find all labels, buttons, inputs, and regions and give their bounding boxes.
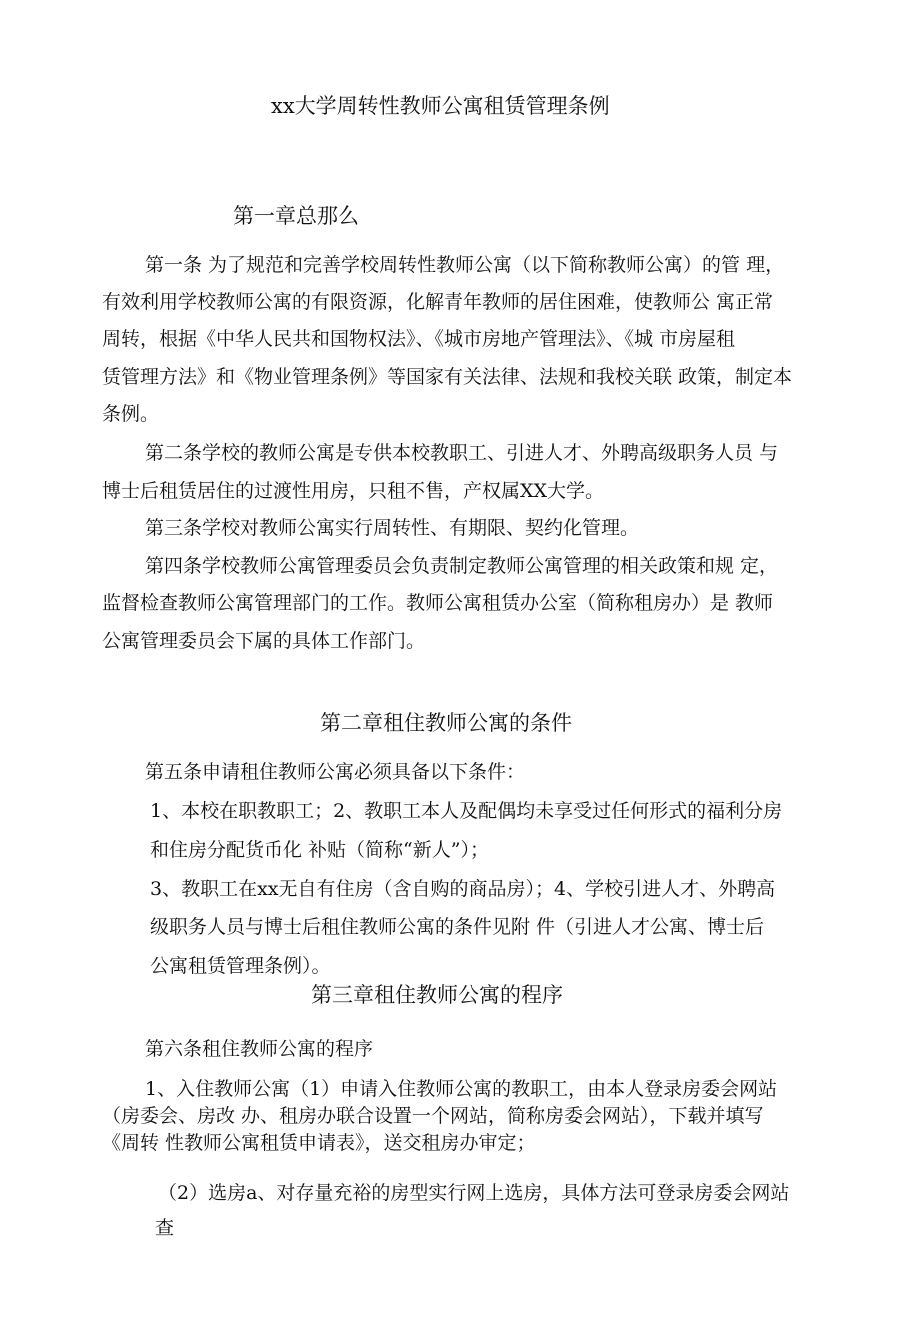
article-5-line-4: 级职务人员与博士后租住教师公寓的条件见附 件（引进人才公寓、博士后 [150, 916, 765, 938]
article-5-intro: 第五条申请租住教师公寓必须具备以下条件： [145, 761, 526, 783]
chapter-3-heading: 第三章租住教师公寓的程序 [311, 983, 563, 1007]
step-2-line-2: 查 [155, 1217, 175, 1239]
article-1-line-1: 第一条 为了规范和完善学校周转性教师公寓（以下简称教师公寓）的管 理， [145, 254, 785, 276]
article-5-line-2: 和住房分配货币化 补贴（简称“新人”）； [150, 839, 489, 861]
step-1-line-2: （房委会、房改 办、租房办联合设置一个网站，简称房委会网站），下载并填写 [102, 1105, 764, 1127]
article-5-line-5: 公寓租赁管理条例）。 [150, 955, 331, 977]
chapter-2-heading: 第二章租住教师公寓的条件 [320, 711, 572, 735]
article-1-line-4: 赁管理方法》和《物业管理条例》等国家有关法律、法规和我校关联 政策，制定本 [102, 366, 793, 388]
article-1-line-5: 条例。 [102, 403, 160, 425]
article-5-line-1: 1、本校在职教职工；2、教职工本人及配偶均未享受过任何形式的福利分房 [150, 800, 783, 822]
step-1-line-1: 1、入住教师公寓（1）申请入住教师公寓的教职工，由本人登录房委会网站 [145, 1078, 778, 1100]
article-4-line-2: 监督检查教师公寓管理部门的工作。教师公寓租赁办公室（简称租房办）是 教师 [102, 592, 774, 614]
article-3-line-1: 第三条学校对教师公寓实行周转性、有期限、契约化管理。 [145, 517, 640, 539]
article-1-line-3: 周转，根据《中华人民共和国物权法》、《城市房地产管理法》、《城 市房屋租 [102, 328, 736, 350]
article-5-line-3: 3、教职工在xx无自有住房（含自购的商品房）；4、学校引进人才、外聘高 [150, 878, 776, 900]
document-title: xx大学周转性教师公寓租赁管理条例 [271, 94, 610, 118]
step-2-line-1: （2）选房a、对存量充裕的房型实行网上选房，具体方法可登录房委会网站 [158, 1182, 790, 1204]
article-4-line-1: 第四条学校教师公寓管理委员会负责制定教师公寓管理的相关政策和规 定， [145, 555, 779, 577]
article-2-line-1: 第二条学校的教师公寓是专供本校教职工、引进人才、外聘高级职务人员 与 [145, 442, 779, 464]
chapter-1-heading: 第一章总那么 [233, 204, 359, 228]
step-1-line-3: 《周转 性教师公寓租赁申请表》，送交租房办审定； [102, 1132, 536, 1154]
article-2-line-2: 博士后租赁居住的过渡性用房，只租不售，产权属XX大学。 [102, 480, 605, 502]
article-6-intro: 第六条租住教师公寓的程序 [145, 1038, 374, 1060]
article-4-line-3: 公寓管理委员会下属的具体工作部门。 [102, 630, 426, 652]
article-1-line-2: 有效利用学校教师公寓的有限资源，化解青年教师的居住困难，使教师公 寓正常 [102, 291, 774, 313]
